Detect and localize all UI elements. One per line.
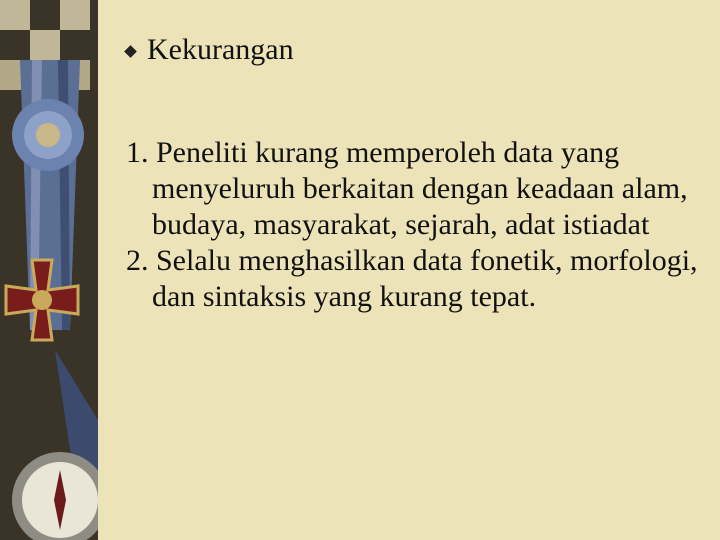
points-list [126, 135, 706, 315]
list-item: 2. Selalu menghasilkan data fonetik, morfologi, dan sintaksis yang kurang tepat. [126, 244, 698, 313]
heading-text: Kekurangan [147, 33, 294, 66]
list-item: 1. Peneliti kurang memperoleh data yang menyeluruh berkaitan dengan keadaan alam, budaya, masyarakat, sejarah, adat istiadat [126, 136, 688, 241]
decorative-strip [0, 0, 98, 540]
diamond-bullet-icon [124, 45, 137, 58]
slide-heading [126, 28, 294, 72]
medal-chessboard-compass-photo [0, 0, 98, 540]
content-area [98, 0, 720, 540]
